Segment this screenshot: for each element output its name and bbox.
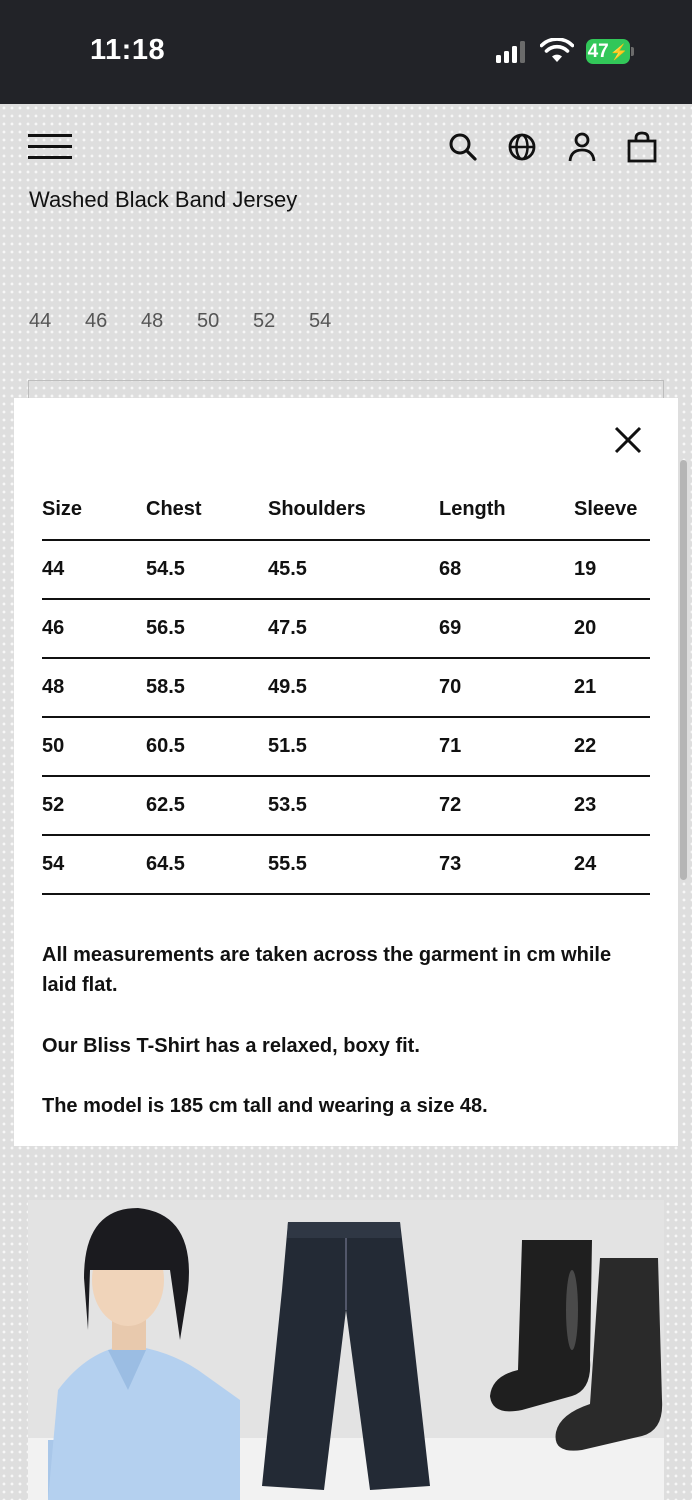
table-cell: 49.5 xyxy=(268,658,439,717)
table-cell: 22 xyxy=(574,717,650,776)
battery-level: 47 xyxy=(587,40,609,62)
table-cell: 54 xyxy=(42,835,146,894)
table-cell: 46 xyxy=(42,599,146,658)
product-image-jeans xyxy=(240,1200,452,1500)
table-cell: 72 xyxy=(439,776,574,835)
product-card-jeans[interactable] xyxy=(240,1200,452,1500)
table-cell: 70 xyxy=(439,658,574,717)
battery-cap xyxy=(631,47,634,56)
table-cell: 69 xyxy=(439,599,574,658)
table-cell: 68 xyxy=(439,540,574,599)
user-icon[interactable] xyxy=(565,130,599,164)
fit-note: Our Bliss T-Shirt has a relaxed, boxy fit. xyxy=(42,1035,420,1057)
charging-bolt-icon: ⚡ xyxy=(609,43,629,61)
column-header-length: Length xyxy=(439,480,574,540)
cellular-signal-icon xyxy=(496,41,526,63)
table-cell: 24 xyxy=(574,835,650,894)
table-cell: 71 xyxy=(439,717,574,776)
table-cell: 64.5 xyxy=(146,835,268,894)
table-cell: 44 xyxy=(42,540,146,599)
battery-indicator xyxy=(586,39,630,64)
product-image-shirt xyxy=(28,1200,240,1500)
table-cell: 73 xyxy=(439,835,574,894)
table-cell: 51.5 xyxy=(268,717,439,776)
size-chart-table xyxy=(42,480,650,895)
size-option[interactable]: 50 xyxy=(197,310,220,332)
globe-icon[interactable] xyxy=(505,130,539,164)
table-cell: 56.5 xyxy=(146,599,268,658)
related-products xyxy=(28,1200,664,1500)
table-row xyxy=(42,835,650,894)
table-cell: 19 xyxy=(574,540,650,599)
product-image-boots xyxy=(452,1200,664,1500)
product-title: Washed Black Band Jersey xyxy=(29,187,298,212)
status-time: 11:18 xyxy=(90,34,166,66)
table-cell: 60.5 xyxy=(146,717,268,776)
table-header-row xyxy=(42,480,650,540)
table-cell: 45.5 xyxy=(268,540,439,599)
table-cell: 52 xyxy=(42,776,146,835)
measurement-note: All measurements are taken across the garment in cm while laid flat. xyxy=(42,944,612,996)
size-option[interactable]: 46 xyxy=(85,310,108,332)
table-row xyxy=(42,717,650,776)
size-option[interactable]: 44 xyxy=(29,310,52,332)
table-cell: 53.5 xyxy=(268,776,439,835)
size-guide-modal xyxy=(14,398,678,1146)
table-cell: 55.5 xyxy=(268,835,439,894)
table-cell: 62.5 xyxy=(146,776,268,835)
column-header-chest: Chest xyxy=(146,480,268,540)
close-icon[interactable] xyxy=(612,424,644,456)
table-cell: 47.5 xyxy=(268,599,439,658)
table-cell: 23 xyxy=(574,776,650,835)
scrollbar[interactable] xyxy=(680,460,687,880)
shopping-bag-icon[interactable] xyxy=(625,130,659,164)
table-row xyxy=(42,776,650,835)
table-cell: 21 xyxy=(574,658,650,717)
wifi-icon xyxy=(540,38,574,64)
table-cell: 54.5 xyxy=(146,540,268,599)
table-row xyxy=(42,540,650,599)
model-note: The model is 185 cm tall and wearing a size 48. xyxy=(42,1095,488,1117)
table-cell: 50 xyxy=(42,717,146,776)
search-icon[interactable] xyxy=(446,130,480,164)
product-card-shirt[interactable] xyxy=(28,1200,240,1500)
column-header-size: Size xyxy=(42,480,146,540)
size-option[interactable]: 52 xyxy=(253,310,276,332)
product-card-boots[interactable] xyxy=(452,1200,664,1500)
table-cell: 48 xyxy=(42,658,146,717)
size-option[interactable]: 54 xyxy=(309,310,332,332)
table-cell: 20 xyxy=(574,599,650,658)
status-bar xyxy=(0,0,692,104)
size-selector xyxy=(29,310,341,333)
size-option[interactable]: 48 xyxy=(141,310,164,332)
table-row xyxy=(42,658,650,717)
table-cell: 58.5 xyxy=(146,658,268,717)
hamburger-menu-icon[interactable] xyxy=(28,134,72,160)
column-header-shoulders: Shoulders xyxy=(268,480,439,540)
table-row xyxy=(42,599,650,658)
column-header-sleeve: Sleeve xyxy=(574,480,650,540)
